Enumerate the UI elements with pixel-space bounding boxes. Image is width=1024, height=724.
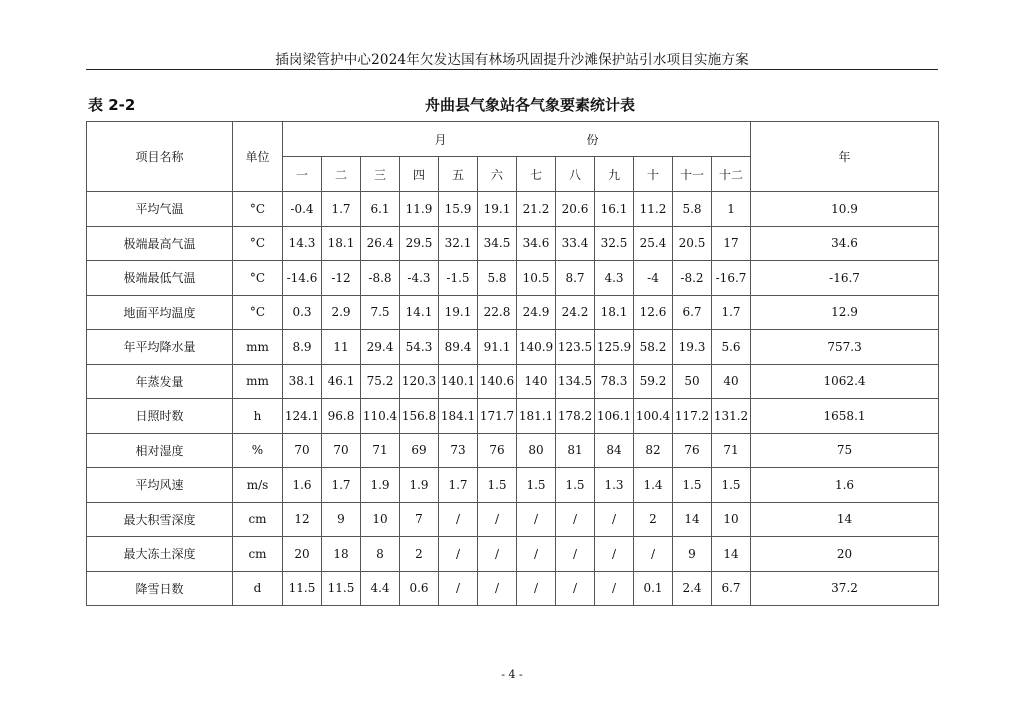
row-unit: °C: [233, 226, 283, 261]
row-month-value: 7.5: [361, 295, 400, 330]
row-month-value: 181.1: [517, 399, 556, 434]
row-month-value: 9: [322, 502, 361, 537]
row-month-value: 0.1: [634, 571, 673, 606]
row-month-value: 100.4: [634, 399, 673, 434]
row-month-value: 140.6: [478, 364, 517, 399]
row-month-value: 14: [673, 502, 712, 537]
row-month-value: -16.7: [712, 261, 751, 296]
row-year-value: 10.9: [751, 192, 939, 227]
row-month-value: 89.4: [439, 330, 478, 365]
row-month-value: 123.5: [556, 330, 595, 365]
row-month-value: 29.5: [400, 226, 439, 261]
row-month-value: 178.2: [556, 399, 595, 434]
row-month-value: 11.5: [322, 571, 361, 606]
table-row: [87, 502, 939, 537]
row-month-value: 34.5: [478, 226, 517, 261]
row-month-value: 19.3: [673, 330, 712, 365]
row-unit: %: [233, 433, 283, 468]
header-month-cell: 四: [400, 157, 439, 192]
row-year-value: 75: [751, 433, 939, 468]
row-month-value: 33.4: [556, 226, 595, 261]
table-row: [87, 571, 939, 606]
row-month-value: 16.1: [595, 192, 634, 227]
row-month-value: 71: [361, 433, 400, 468]
row-month-value: 32.1: [439, 226, 478, 261]
row-month-value: 11.9: [400, 192, 439, 227]
row-month-value: 96.8: [322, 399, 361, 434]
header-month-cell: 二: [322, 157, 361, 192]
row-month-value: 1: [712, 192, 751, 227]
table-row: [87, 364, 939, 399]
row-month-value: 1.7: [322, 468, 361, 503]
row-month-value: 5.6: [712, 330, 751, 365]
row-month-value: 70: [283, 433, 322, 468]
row-month-value: 10: [361, 502, 400, 537]
row-month-value: 82: [634, 433, 673, 468]
row-month-value: /: [595, 537, 634, 572]
row-month-value: 5.8: [478, 261, 517, 296]
row-month-value: -0.4: [283, 192, 322, 227]
row-month-value: 156.8: [400, 399, 439, 434]
table-row: [87, 226, 939, 261]
row-month-value: 54.3: [400, 330, 439, 365]
row-month-value: 78.3: [595, 364, 634, 399]
row-unit: cm: [233, 537, 283, 572]
header-month-group: [283, 122, 751, 157]
row-month-value: /: [478, 571, 517, 606]
header-month-char: 月: [434, 132, 447, 147]
row-year-value: 37.2: [751, 571, 939, 606]
table-row: [87, 261, 939, 296]
row-month-value: 2.4: [673, 571, 712, 606]
row-month-value: 26.4: [361, 226, 400, 261]
row-month-value: 1.6: [283, 468, 322, 503]
row-month-value: 1.5: [712, 468, 751, 503]
page-number: - 4 -: [501, 668, 523, 681]
row-month-value: 10: [712, 502, 751, 537]
header-item-name: 项目名称: [87, 122, 233, 192]
row-item-name: 日照时数: [87, 399, 233, 434]
row-month-value: 6.7: [712, 571, 751, 606]
row-month-value: 171.7: [478, 399, 517, 434]
row-month-value: 20.6: [556, 192, 595, 227]
row-month-value: 6.1: [361, 192, 400, 227]
header-unit: 单位: [233, 122, 283, 192]
row-month-value: /: [439, 502, 478, 537]
row-month-value: 18.1: [595, 295, 634, 330]
row-month-value: 24.9: [517, 295, 556, 330]
header-month-cell: 十二: [712, 157, 751, 192]
row-month-value: 140: [517, 364, 556, 399]
header-month-cell: 一: [283, 157, 322, 192]
table-row: [87, 295, 939, 330]
header-month-suffix-char: 份: [586, 132, 599, 147]
row-month-value: 8.7: [556, 261, 595, 296]
row-unit: °C: [233, 295, 283, 330]
row-month-value: 80: [517, 433, 556, 468]
row-month-value: 120.3: [400, 364, 439, 399]
row-month-value: -14.6: [283, 261, 322, 296]
row-year-value: -16.7: [751, 261, 939, 296]
row-month-value: /: [517, 571, 556, 606]
row-month-value: 58.2: [634, 330, 673, 365]
row-month-value: 73: [439, 433, 478, 468]
table-title: 舟曲县气象站各气象要素统计表: [424, 96, 635, 114]
table-row: [87, 433, 939, 468]
row-month-value: 11.2: [634, 192, 673, 227]
row-month-value: 50: [673, 364, 712, 399]
row-month-value: 12.6: [634, 295, 673, 330]
row-year-value: 1062.4: [751, 364, 939, 399]
row-month-value: /: [517, 537, 556, 572]
row-year-value: 757.3: [751, 330, 939, 365]
row-item-name: 极端最高气温: [87, 226, 233, 261]
row-unit: h: [233, 399, 283, 434]
row-unit: °C: [233, 192, 283, 227]
row-month-value: /: [556, 537, 595, 572]
header-month-cell: 十: [634, 157, 673, 192]
row-month-value: 14: [712, 537, 751, 572]
row-month-value: 25.4: [634, 226, 673, 261]
row-month-value: 75.2: [361, 364, 400, 399]
header-row-1: [87, 122, 939, 157]
row-year-value: 1658.1: [751, 399, 939, 434]
table-row: [87, 330, 939, 365]
row-month-value: 81: [556, 433, 595, 468]
row-year-value: 12.9: [751, 295, 939, 330]
header-month-cell: 六: [478, 157, 517, 192]
table-row: [87, 468, 939, 503]
row-item-name: 最大积雪深度: [87, 502, 233, 537]
row-month-value: -4: [634, 261, 673, 296]
row-month-value: 14.1: [400, 295, 439, 330]
row-month-value: 7: [400, 502, 439, 537]
row-month-value: 18: [322, 537, 361, 572]
row-item-name: 降雪日数: [87, 571, 233, 606]
row-unit: mm: [233, 330, 283, 365]
header-year: 年: [751, 122, 939, 192]
row-month-value: 15.9: [439, 192, 478, 227]
row-item-name: 极端最低气温: [87, 261, 233, 296]
row-month-value: 0.3: [283, 295, 322, 330]
weather-stats-table: [86, 121, 939, 606]
row-month-value: 8: [361, 537, 400, 572]
row-month-value: 18.1: [322, 226, 361, 261]
row-month-value: 117.2: [673, 399, 712, 434]
row-month-value: 1.7: [322, 192, 361, 227]
row-month-value: 106.1: [595, 399, 634, 434]
row-month-value: 134.5: [556, 364, 595, 399]
row-month-value: /: [478, 502, 517, 537]
row-month-value: 1.5: [517, 468, 556, 503]
row-month-value: -4.3: [400, 261, 439, 296]
row-month-value: 11.5: [283, 571, 322, 606]
row-month-value: -8.2: [673, 261, 712, 296]
row-month-value: 140.1: [439, 364, 478, 399]
row-year-value: 14: [751, 502, 939, 537]
row-month-value: 76: [673, 433, 712, 468]
row-month-value: 4.3: [595, 261, 634, 296]
row-month-value: 1.9: [361, 468, 400, 503]
row-month-value: /: [634, 537, 673, 572]
row-month-value: 131.2: [712, 399, 751, 434]
table-row: [87, 192, 939, 227]
row-unit: d: [233, 571, 283, 606]
table-row: [87, 399, 939, 434]
header-month-cell: 七: [517, 157, 556, 192]
row-month-value: 69: [400, 433, 439, 468]
row-month-value: 2: [634, 502, 673, 537]
row-month-value: 17: [712, 226, 751, 261]
row-month-value: 19.1: [439, 295, 478, 330]
header-rule: [86, 69, 938, 70]
row-month-value: 22.8: [478, 295, 517, 330]
row-item-name: 年平均降水量: [87, 330, 233, 365]
row-month-value: 21.2: [517, 192, 556, 227]
row-item-name: 最大冻土深度: [87, 537, 233, 572]
row-unit: mm: [233, 364, 283, 399]
row-month-value: 1.9: [400, 468, 439, 503]
row-month-value: 8.9: [283, 330, 322, 365]
row-month-value: /: [556, 571, 595, 606]
row-month-value: 71: [712, 433, 751, 468]
row-month-value: 24.2: [556, 295, 595, 330]
row-year-value: 1.6: [751, 468, 939, 503]
row-item-name: 地面平均温度: [87, 295, 233, 330]
row-month-value: 5.8: [673, 192, 712, 227]
row-item-name: 平均气温: [87, 192, 233, 227]
row-month-value: 46.1: [322, 364, 361, 399]
row-month-value: 4.4: [361, 571, 400, 606]
row-month-value: 1.4: [634, 468, 673, 503]
row-month-value: 184.1: [439, 399, 478, 434]
row-month-value: 40: [712, 364, 751, 399]
header-month-cell: 九: [595, 157, 634, 192]
row-month-value: 59.2: [634, 364, 673, 399]
row-month-value: /: [478, 537, 517, 572]
page-header-title: 插岗梁管护中心2024年欠发达国有林场巩固提升沙滩保护站引水项目实施方案: [275, 52, 749, 68]
row-month-value: 9: [673, 537, 712, 572]
row-item-name: 相对湿度: [87, 433, 233, 468]
row-month-value: 20: [283, 537, 322, 572]
row-month-value: 1.7: [439, 468, 478, 503]
row-month-value: 14.3: [283, 226, 322, 261]
row-month-value: 84: [595, 433, 634, 468]
row-month-value: /: [439, 571, 478, 606]
row-month-value: 2.9: [322, 295, 361, 330]
row-month-value: -12: [322, 261, 361, 296]
row-month-value: 1.5: [478, 468, 517, 503]
row-month-value: 1.3: [595, 468, 634, 503]
row-unit: cm: [233, 502, 283, 537]
row-month-value: 38.1: [283, 364, 322, 399]
row-month-value: 140.9: [517, 330, 556, 365]
row-year-value: 34.6: [751, 226, 939, 261]
row-month-value: 1.7: [712, 295, 751, 330]
row-month-value: /: [439, 537, 478, 572]
row-month-value: 19.1: [478, 192, 517, 227]
row-month-value: /: [556, 502, 595, 537]
row-month-value: 12: [283, 502, 322, 537]
row-unit: m/s: [233, 468, 283, 503]
row-month-value: 0.6: [400, 571, 439, 606]
row-month-value: /: [595, 571, 634, 606]
row-month-value: 20.5: [673, 226, 712, 261]
row-month-value: /: [517, 502, 556, 537]
header-month-cell: 三: [361, 157, 400, 192]
row-item-name: 年蒸发量: [87, 364, 233, 399]
row-month-value: 125.9: [595, 330, 634, 365]
row-month-value: 2: [400, 537, 439, 572]
row-month-value: 34.6: [517, 226, 556, 261]
table-number: 表 2-2: [88, 96, 136, 114]
row-month-value: 6.7: [673, 295, 712, 330]
header-month-cell: 八: [556, 157, 595, 192]
header-month-cell: 十一: [673, 157, 712, 192]
row-month-value: 91.1: [478, 330, 517, 365]
row-month-value: 29.4: [361, 330, 400, 365]
row-month-value: 1.5: [673, 468, 712, 503]
header-month-cell: 五: [439, 157, 478, 192]
row-month-value: 70: [322, 433, 361, 468]
row-year-value: 20: [751, 537, 939, 572]
row-month-value: 110.4: [361, 399, 400, 434]
row-month-value: 76: [478, 433, 517, 468]
row-month-value: 10.5: [517, 261, 556, 296]
table-row: [87, 537, 939, 572]
row-item-name: 平均风速: [87, 468, 233, 503]
row-month-value: 32.5: [595, 226, 634, 261]
row-month-value: 1.5: [556, 468, 595, 503]
row-month-value: -1.5: [439, 261, 478, 296]
row-month-value: 11: [322, 330, 361, 365]
row-month-value: 124.1: [283, 399, 322, 434]
row-unit: °C: [233, 261, 283, 296]
row-month-value: -8.8: [361, 261, 400, 296]
row-month-value: /: [595, 502, 634, 537]
